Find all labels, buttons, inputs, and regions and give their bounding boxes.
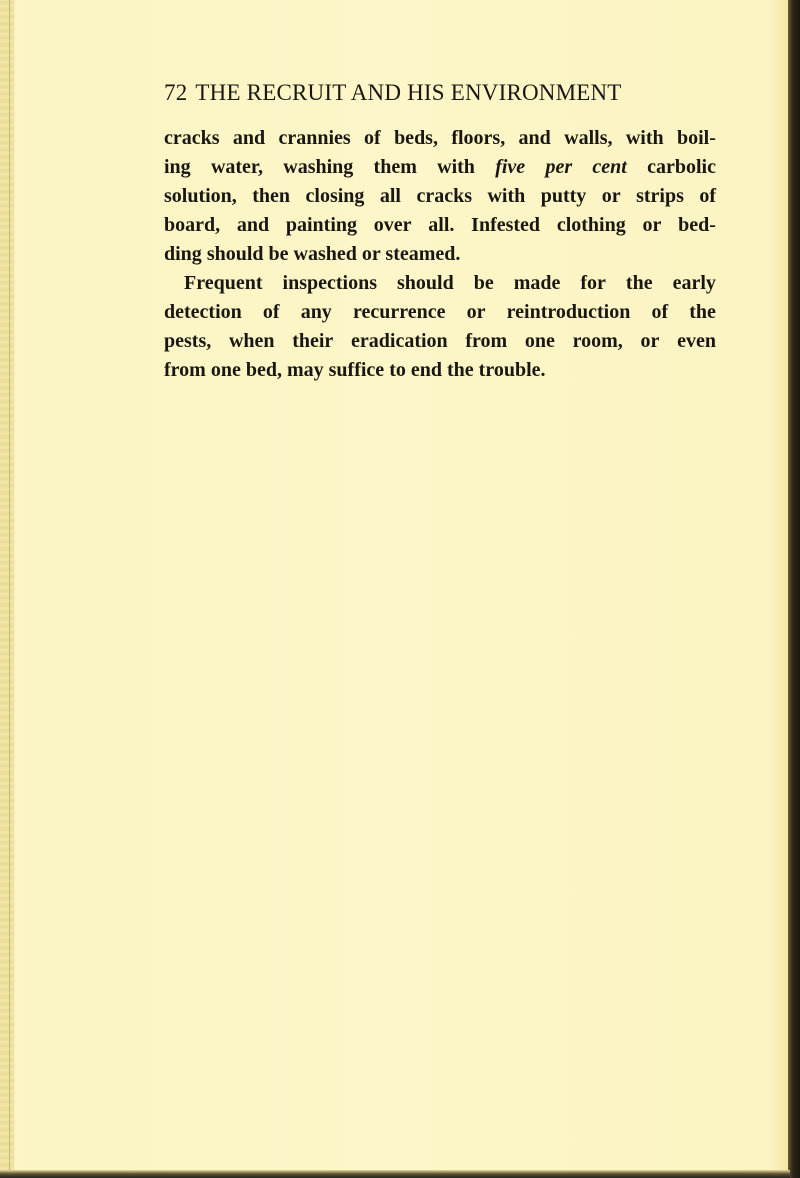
word: may (286, 359, 329, 381)
word: bed- (678, 214, 716, 236)
word: solution, (164, 185, 237, 207)
word: all. (428, 214, 455, 236)
word: ding (164, 243, 207, 265)
word: of (364, 127, 381, 149)
running-title: THE RECRUIT AND HIS ENVIRONMENT (195, 80, 622, 105)
word: boil- (676, 127, 716, 149)
word: and (518, 127, 551, 149)
word: inspections (282, 272, 377, 294)
word: washed (293, 243, 362, 265)
body-text (164, 124, 716, 385)
word: be (268, 243, 294, 265)
word: of (262, 301, 280, 323)
word: from (164, 359, 211, 381)
text-line (164, 269, 716, 298)
word: cent (592, 156, 627, 178)
word: washing (283, 156, 354, 178)
text-line (164, 240, 716, 269)
word: floors, (451, 127, 506, 149)
word: should (396, 272, 454, 294)
word: and (232, 127, 266, 149)
word: over (373, 214, 412, 236)
word: the (625, 272, 653, 294)
word: Frequent (184, 272, 263, 294)
word: to (389, 359, 411, 381)
word: painting (285, 214, 358, 236)
word: the (446, 359, 479, 381)
word: crannies (278, 127, 351, 149)
word: one (524, 330, 555, 352)
word: room, (572, 330, 623, 352)
word: detection (164, 301, 242, 323)
word: Infested (471, 214, 541, 236)
page-number: 72 (164, 80, 188, 105)
word: even (677, 330, 716, 352)
word: bed, (245, 359, 287, 381)
page-bottom-shadow (0, 1170, 790, 1178)
word: trouble. (478, 359, 546, 381)
text-line (164, 211, 716, 240)
text-line (164, 298, 716, 327)
page-gutter (0, 0, 14, 1178)
word: then (252, 185, 291, 207)
word: or (361, 243, 386, 265)
word: carbolic (647, 156, 716, 178)
word: water, (210, 156, 263, 178)
word: pests, (164, 330, 212, 352)
word: any (300, 301, 332, 323)
word: with (487, 185, 526, 207)
word: be (473, 272, 494, 294)
word: clothing (556, 214, 626, 236)
word: five (495, 156, 526, 178)
word: the (689, 301, 716, 323)
text-line (164, 356, 716, 385)
text-line (164, 153, 716, 182)
word: beds, (394, 127, 438, 149)
word: putty (540, 185, 587, 207)
word: walls, (564, 127, 613, 149)
word: per (545, 156, 573, 178)
word: strips (636, 185, 684, 207)
word: should (206, 243, 269, 265)
word: or (642, 214, 662, 236)
word: cracks (416, 185, 472, 207)
word: with (625, 127, 664, 149)
word: made (513, 272, 561, 294)
text-line (164, 124, 716, 153)
word: closing (305, 185, 365, 207)
word: end (410, 359, 447, 381)
page-edge-shadow (788, 0, 800, 1178)
word: reintroduction (506, 301, 631, 323)
word: early (672, 272, 716, 294)
word: for (580, 272, 606, 294)
word: recurrence (352, 301, 446, 323)
word: or (601, 185, 621, 207)
word: or (466, 301, 486, 323)
word: of (699, 185, 716, 207)
running-head (164, 80, 724, 106)
word: board, (164, 214, 221, 236)
word: their (292, 330, 334, 352)
word: or (640, 330, 660, 352)
word: with (437, 156, 475, 178)
word: when (228, 330, 275, 352)
word: from (465, 330, 508, 352)
word: them (373, 156, 417, 178)
word: all (379, 185, 401, 207)
gutter-line (9, 0, 10, 1178)
word: cracks (164, 127, 220, 149)
word: ing (164, 156, 191, 178)
word: eradication (351, 330, 448, 352)
word: of (651, 301, 669, 323)
text-line (164, 327, 716, 356)
word: steamed. (385, 243, 461, 265)
word: and (236, 214, 270, 236)
text-line (164, 182, 716, 211)
word: suffice (328, 359, 390, 381)
word: one (210, 359, 246, 381)
